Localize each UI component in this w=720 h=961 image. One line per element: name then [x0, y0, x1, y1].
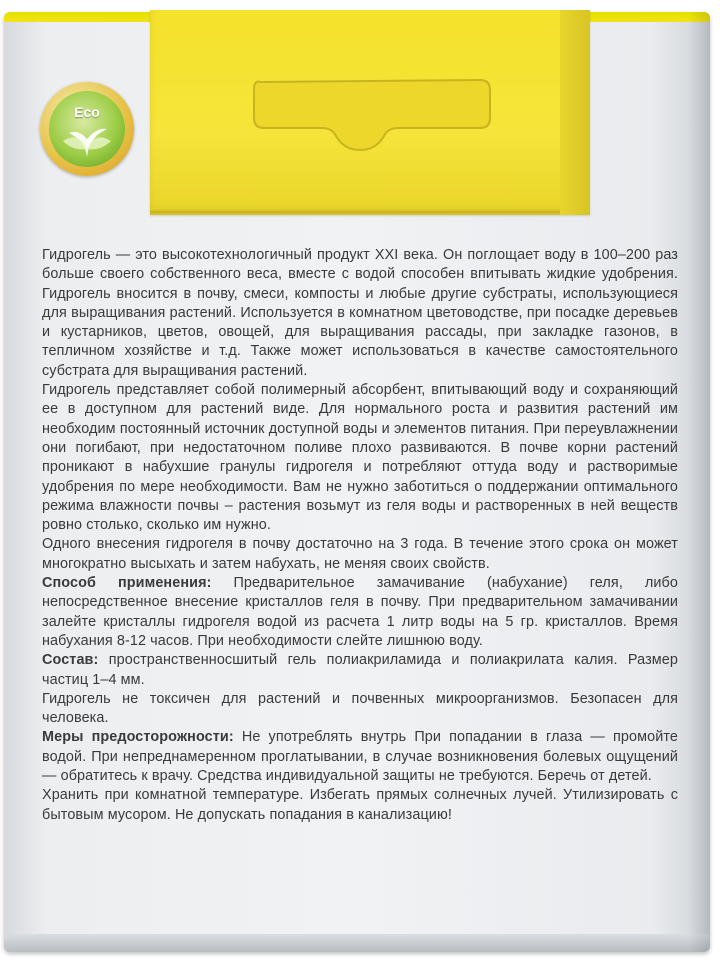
- precautions-label: Меры предосторожности:: [42, 729, 234, 746]
- composition-paragraph: [42, 651, 678, 690]
- eco-badge: [40, 82, 134, 176]
- flap-tab-slot: [150, 10, 590, 215]
- leaf-icon: [49, 91, 125, 167]
- product-description: [42, 246, 678, 825]
- duration-paragraph: Одного внесения гидрогеля в почву достаточно на 3 года. В течение этого срока он может многократно высыхать и затем набухать, не меняя своих свойств.: [42, 536, 678, 572]
- usage-label: Способ применения:: [42, 575, 212, 592]
- usage-text: Предварительное замачивание (набухание) геля, либо непосредственное внесение кристаллов геля в почву. При предварительном замачивании залейте кристаллы гидрогеля водой из расчета 1 литр воды на 5 гр. кристаллов. Время набухания 8-12 часов. При необходимости слейте лишнюю воду.: [42, 575, 678, 649]
- box-bottom-edge: [4, 934, 710, 952]
- precautions-paragraph: [42, 728, 678, 786]
- eco-label: Eco: [74, 104, 100, 120]
- usage-paragraph: [42, 574, 678, 651]
- composition-label: Состав:: [42, 652, 99, 669]
- absorbent-paragraph: Гидрогель представляет собой полимерный абсорбент, впитывающий воду и сохраняющий ее в доступном для растений виде. Для нормального роста и развития растений им необходим постоянный источник доступной воды и элементов питания. При переувлажнении они погибают, при недостаточном поливе плохо развиваются. В почве корни растений проникают в набухшие гранулы гидрогеля и потребляют оттуда воду и растворимые удобрения по мере необходимости. Вам не нужно заботиться о поддержании оптимального режима влажности почвы – растения возьмут из геля воды и растворенных в ней веществ ровно столько, сколько им нужно.: [42, 382, 678, 534]
- storage-paragraph: Хранить при комнатной температуре. Избегать прямых солнечных лучей. Утилизировать с бытовым мусором. Не допускать попадания в канализацию!: [42, 787, 678, 823]
- precautions-text: Не употреблять внутрь При попадании в глаза — промойте водой. При непреднамеренном проглатывании, в случае возникновения болевых ощущений — обратитесь к врачу. Средства индивидуальной защиты не требуются. Беречь от детей.: [42, 729, 678, 785]
- flap-side: [560, 10, 590, 215]
- composition-text: пространственносшитый гель полиакриламида и полиакрилата калия. Размер частиц 1–4 мм.: [42, 652, 678, 688]
- yellow-box-flap[interactable]: [150, 10, 590, 215]
- safety-paragraph: Гидрогель не токсичен для растений и почвенных микроорганизмов. Безопасен для человека.: [42, 690, 678, 727]
- box-right-edge: [688, 12, 710, 952]
- eco-badge-inner: [49, 91, 125, 167]
- intro-paragraph: Гидрогель — это высокотехнологичный продукт XXI века. Он поглощает воду в 100–200 раз больше своего собственного веса, вместе с водой способен впитывать жидкие удобрения. Гидрогель вносится в почву, смеси, компосты и любые другие субстраты, использующиеся для выращивания растений. Используется в комнатном цветоводстве, при посадке деревьев и кустарников, цветов, овощей, для выращивания рассады, при закладке газонов, в тепличном хозяйстве и т.д. Также может использоваться в качестве самостоятельного субстрата для выращивания растений.: [42, 247, 678, 379]
